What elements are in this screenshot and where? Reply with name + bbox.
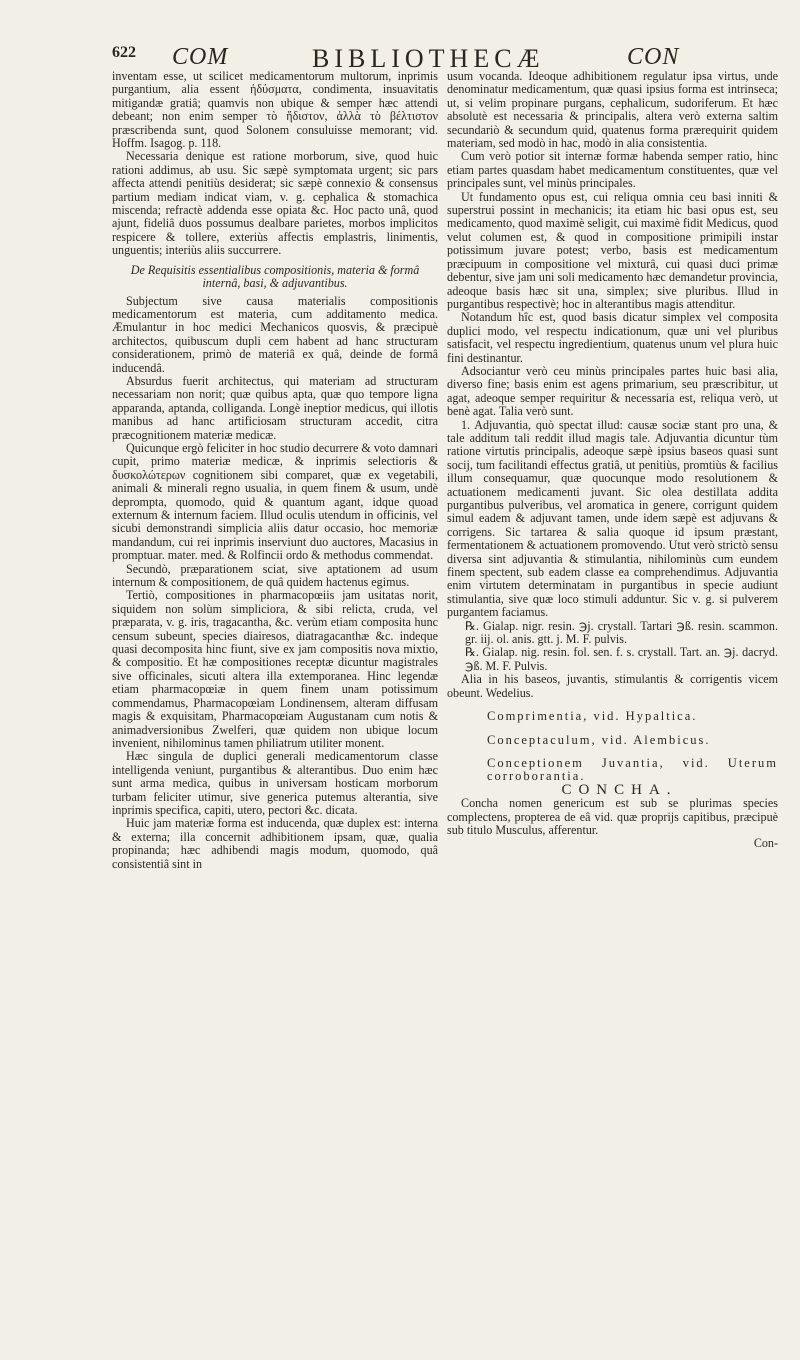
- paragraph: usum vocanda. Ideoque adhibitionem regulatur ipsa virtus, unde denominatur medicamentum, quæ quasi ipsius forma est intrinseca; ut, si velim propinare purgans, cephalicum, sudoriferum. Et hæc absolutè est necessaria & principalis, altera verò externa saltim secundariò & secundum quid, quatenus forma prærequirit quidem materiam, sed modò in hac, modò in alia consistentia.: [447, 70, 778, 151]
- right-column: [447, 70, 778, 1240]
- prescription: ℞. Gialap. nigr. resin. ℈j. crystall. Tartari ℈ß. resin. scammon. gr. iij. ol. anis. gtt. j. M. F. pulvis.: [465, 618, 778, 647]
- cross-reference: Comprimentia, vid. Hypaltica.: [487, 709, 698, 724]
- paragraph: Quicunque ergò feliciter in hoc studio decurrere & voto damnari cupit, primo materiæ medicæ, & inprimis selectioris & δυσκολώτερων cognitionem sibi comparet, quæ ex vegetabili, animali & minerali regno usualia, in quem finem & usum, undè deprompta, quomodo, quid & quantum agant, idque quoad externum & internum faciem. Illud oculis utendum in officinis, vel sicubi demonstrandi simplicia aliis datur occasio, hoc memoriæ mandandum, cui rei inprimis inserviunt duo auctores, Macasius in promptuar. mater. med. & Rolfincii ordo & methodus commendat.: [112, 440, 438, 563]
- prescription: ℞. Gialap. nig. resin. fol. sen. f. s. crystall. Tart. an. ℈j. dacryd. ℈ß. M. F. Pulvis.: [465, 645, 778, 673]
- paragraph: Subjectum sive causa materialis compositionis medicamentorum est materia, cum additamento medica. Æmulantur in hoc medici Mechanicos quosvis, & præcipuè architectos, quibuscum dupli cem habent ad hanc structuram considerationem, primò de materiâ ex quâ, deinde de formâ inducendâ.: [112, 293, 438, 375]
- paragraph: Tertiò, compositiones in pharmacopœiis jam usitatas norit, siquidem non solùm simpliciora, & sibi relicta, cruda, vel præparata, v. g. iris, tragacantha, &c. verùm etiam composita hunc censum subeunt, species diairesos, diatragacanthæ &c. indeque quasi decomposita hinc fiunt, sive ex jam compositis nova mixtio, & compositio. Et hæ compositiones receptæ dicuntur magistrales sive officinales, sicuti altera illa extemporanea. Hinc legendæ etiam pharmacopœiæ in quem finem unam potissimum commendamus, Pharmacopœiam Londinensem, alteram diffusam magis & exquisitam, Pharmacopœiam Augustanam cum notis & animadversionibus Zwelferi, quæ quidem non ubique locum invenient, nihilominus tamen philiatrum utiliter monent.: [112, 588, 438, 750]
- header-right-word: CON: [627, 44, 680, 70]
- page-number: 622: [112, 44, 136, 61]
- paragraph: Huic jam materiæ forma est inducenda, quæ duplex est: interna & externa; illa concernit adhibitionem ipsam, quæ, qualia propinanda; hæc adhibendi magis modum, quomodo, quâ consistentiâ sint in: [112, 816, 438, 871]
- cross-reference: Conceptaculum, vid. Alembicus.: [487, 732, 711, 747]
- paragraph: Notandum hîc est, quod basis dicatur simplex vel composita duplici modo, vel respectu indicationum, quæ uni vel pluribus satisfacit, vel respectu ingredientium, quatenus unum vel plura huic fini destinantur.: [447, 310, 778, 365]
- paragraph: Concha nomen genericum est sub se plurimas species complectens, propterea de eâ vid. quæ proprijs capitibus, præcipuè sub titulo Musculus, afferentur.: [447, 796, 778, 837]
- paragraph: Necessaria denique est ratione morborum, sive, quod huic rationi addimus, ab usu. Sic sæpè symptomata urgent; sic pars affecta attendi penitiùs desiderat; sic sæpè connexio & consensus partium mediam indicat viam, v. g. cephalica & stomachica miscenda; refractè addenda esse opiata &c. Hoc pacto unâ, quod ajunt, fideliâ duos possumus dealbare parietes, morbos implicitos respicere & tollere, exteriùs affectis emplastris, linimentis, unguentis; interiùs aliis succurrere.: [112, 149, 438, 258]
- entry-heading: CONCHA.: [561, 781, 678, 798]
- header-title: BIBLIOTHECÆ: [312, 44, 545, 73]
- header-left-word: COM: [172, 44, 229, 70]
- paragraph: Absurdus fuerit architectus, qui materiam ad structuram necessariam non norit; quæ quibus apta, quæ quo tempore ligna apparanda, aptanda, colliganda. Longè ineptior medicus, qui illotis manibus ad hanc artificiosam structuram accedit, citra præcognitionem materiæ medicæ.: [112, 373, 438, 442]
- paragraph: Secundò, præparationem sciat, sive aptationem ad usum internum & compositionem, de quâ quidem hactenus egimus.: [112, 561, 438, 590]
- paragraph: Hæc singula de duplici generali medicamentorum classe intelligenda veniunt, purgantibus & alterantibus. Duo enim hæc sunt arma medica, quibus in universam hosticam morborum turbam feliciter utimur, sive generica putemus alterantia, sive inprimis specifica, capiti, utero, pectori &c. dicata.: [112, 749, 438, 817]
- cross-reference: Conceptionem Juvantia, vid. Uterum corroborantia.: [487, 755, 778, 784]
- paragraph: 1. Adjuvantia, quò spectat illud: causæ sociæ stant pro una, & tale additum tali reddit illud magis tale. Adjuvantia dicuntur tùm ratione virtutis principalis, adeoque sæpè ipsius baseos quasi sunt socij, tum facilitandi effectus gratiâ, ut penitiùs, promtiùs & facilius illum consequamur, quæ quocunque modo resolutionem & actuationem medicamenti juvant. Sic olea destillata addita purgantibus pulveribus, vel aromatica in genere, corrigunt quidem simul eadem & adjuvant tamen, unde idem sæpè est adjuvans & corrigens. Sic tartarea & salia quoque id ipsum præstant, fermentationem & actuationem promovendo. Utut verò strictò sensu diversa sint adjuvantia & stimulantia, nihilominùs cum eundem finem spectent, sub eadem classe ea comprehendimus. Adjuvantia enim virtutem determinatam in purgantibus in specie audiunt stimulantia, sive quæ loco stimuli adduntur. Sic v. g. si pulverem purgantem faciamus.: [447, 417, 778, 620]
- paragraph: inventam esse, ut scilicet medicamentorum multorum, inprimis purgantium, alia essent ἡδύσματα, condimenta, insuavitatis mitigandæ gratiâ; quamvis non ubique & semper hæc attendi debeant; non enim semper τὸ ἥδιστον, ἀλλὰ τὸ βέλτιστον præscribenda sunt, quod Solonem consuluisse memorant; vid. Hoffm. Isagog. p. 118.: [112, 70, 438, 151]
- paragraph: Adsociantur verò ceu minùs principales partes huic basi alia, diverso fine; basis enim est agens primarium, seu præscribitur, ut agat, adeoque semper requiritur & necessaria est, reliqua verò, ut benè agat. Talia verò sunt.: [447, 363, 778, 419]
- paragraph: Ut fundamento opus est, cui reliqua omnia ceu basi inniti & superstrui possint in mechanicis; ita etiam hic basi opus est, seu medicamento, quod maximè seligit, cui maximè fidit Medicus, quod velut columen est, & quod in compositione primipili instar potissimum juvare potest; verbo, basis est medicamentum præcipuum in compositione vel mixturâ, cui quasi duci primæ debentur, sive jam uni soli medicamento hæc demandetur provincia, adeoque basis hæc sit una, simplex; sive pluribus. Illud in purgantibus respectivè; hoc in alterantibus magis attenditur.: [447, 189, 778, 311]
- paragraph: Cum verò potior sit internæ formæ habenda semper ratio, hinc etiam partes quasdam habet medicamentum constituentes, quæ vel principales sunt, vel minùs principales.: [447, 149, 778, 191]
- left-column: [112, 70, 438, 1250]
- paragraph: Alia in his baseos, juvantis, stimulantis & corrigentis vicem obeunt. Wedelius.: [447, 672, 778, 700]
- section-subheading: De Requisitis essentialibus compositionis, materia & formâ internâ, basi, & adjuvantibus.: [130, 262, 420, 291]
- catchword: Con-: [753, 836, 778, 851]
